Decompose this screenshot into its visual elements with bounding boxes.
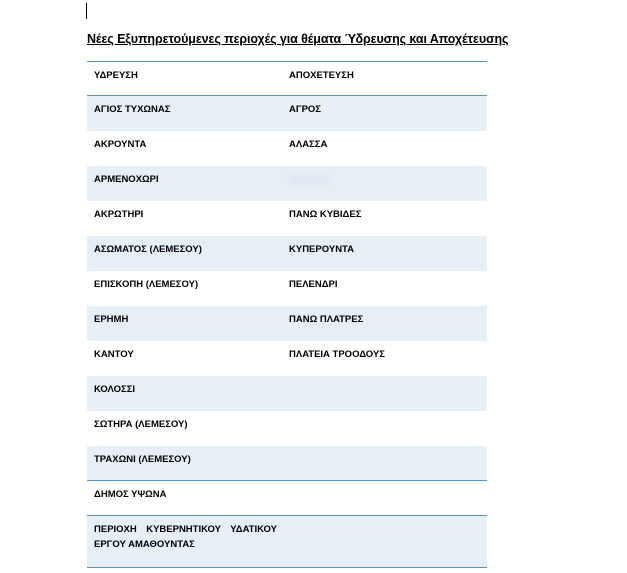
table-row bbox=[87, 446, 487, 481]
header-sewerage: ΑΠΟΧΕΤΕΥΣΗ bbox=[289, 70, 354, 81]
header-water-supply: ΥΔΡΕΥΣΗ bbox=[94, 70, 138, 81]
table-row bbox=[87, 516, 487, 568]
water-supply-cell: ΠΕΡΙΟΧΗ ΚΥΒΕΡΝΗΤΙΚΟΥ ΥΔΑΤΙΚΟΥ ΕΡΓΟΥ ΑΜΑΘΟΥΝΤΑΣ bbox=[94, 524, 277, 550]
sewerage-cell bbox=[282, 487, 487, 515]
areas-table bbox=[87, 61, 487, 568]
table-row bbox=[87, 131, 487, 166]
water-supply-cell: ΑΣΩΜΑΤΟΣ (ΛΕΜΕΣΟΥ) bbox=[94, 244, 202, 255]
water-supply-cell: ΣΩΤΗΡΑ (ΛΕΜΕΣΟΥ) bbox=[94, 419, 188, 430]
water-supply-cell: ΔΗΜΟΣ ΥΨΩΝΑ bbox=[94, 489, 167, 500]
sewerage-cell: ΠΕΛΕΝΔΡΙ bbox=[289, 279, 338, 290]
table-header-row bbox=[87, 61, 487, 96]
water-supply-cell: ΑΚΡΟΥΝΤΑ bbox=[94, 139, 147, 150]
table-row bbox=[87, 166, 487, 201]
table-row bbox=[87, 96, 487, 131]
sewerage-cell bbox=[282, 452, 487, 480]
water-supply-cell: ΚΟΛΟΣΣΙ bbox=[94, 384, 136, 395]
water-supply-cell: ΑΓΙΟΣ ΤΥΧΩΝΑΣ bbox=[94, 104, 171, 115]
sewerage-cell: ΚΥΠΕΡΟΥΝΤΑ bbox=[289, 244, 355, 255]
water-supply-cell: ΚΑΝΤΟΥ bbox=[94, 349, 134, 360]
water-supply-cell: ΤΡΑΧΩΝΙ (ΛΕΜΕΣΟΥ) bbox=[94, 454, 191, 465]
sewerage-cell: ΑΛΑΣΣΑ bbox=[289, 139, 328, 150]
table-row bbox=[87, 411, 487, 446]
table-row bbox=[87, 481, 487, 516]
water-supply-cell: ΕΡΗΜΗ bbox=[94, 314, 129, 325]
table-row bbox=[87, 341, 487, 376]
document-title: Νέες Εξυπηρετούμενες περιοχές για θέματα Ύδρευσης και Αποχέτευσης bbox=[87, 32, 509, 46]
water-supply-cell: ΑΚΡΩΤΗΡΙ bbox=[94, 209, 144, 220]
table-row bbox=[87, 236, 487, 271]
table-row bbox=[87, 201, 487, 236]
sewerage-cell: ΑΓΡΟΣ bbox=[289, 104, 321, 115]
sewerage-cell: ΠΑΝΩ ΚΥΒΙΔΕΣ bbox=[289, 209, 362, 220]
table-row bbox=[87, 271, 487, 306]
sewerage-cell bbox=[282, 172, 487, 201]
water-supply-cell: ΕΠΙΣΚΟΠΗ (ΛΕΜΕΣΟΥ) bbox=[94, 279, 199, 290]
text-cursor bbox=[86, 3, 87, 19]
blurred-text bbox=[289, 175, 329, 184]
sewerage-cell bbox=[277, 522, 482, 567]
sewerage-cell: ΠΛΑΤΕΙΑ ΤΡΟΟΔΟΥΣ bbox=[289, 349, 385, 360]
sewerage-cell bbox=[282, 382, 487, 411]
table-row bbox=[87, 306, 487, 341]
water-supply-cell: ΑΡΜΕΝΟΧΩΡΙ bbox=[94, 174, 159, 185]
table-row bbox=[87, 376, 487, 411]
sewerage-cell bbox=[282, 417, 487, 446]
sewerage-cell: ΠΑΝΩ ΠΛΑΤΡΕΣ bbox=[289, 314, 364, 325]
